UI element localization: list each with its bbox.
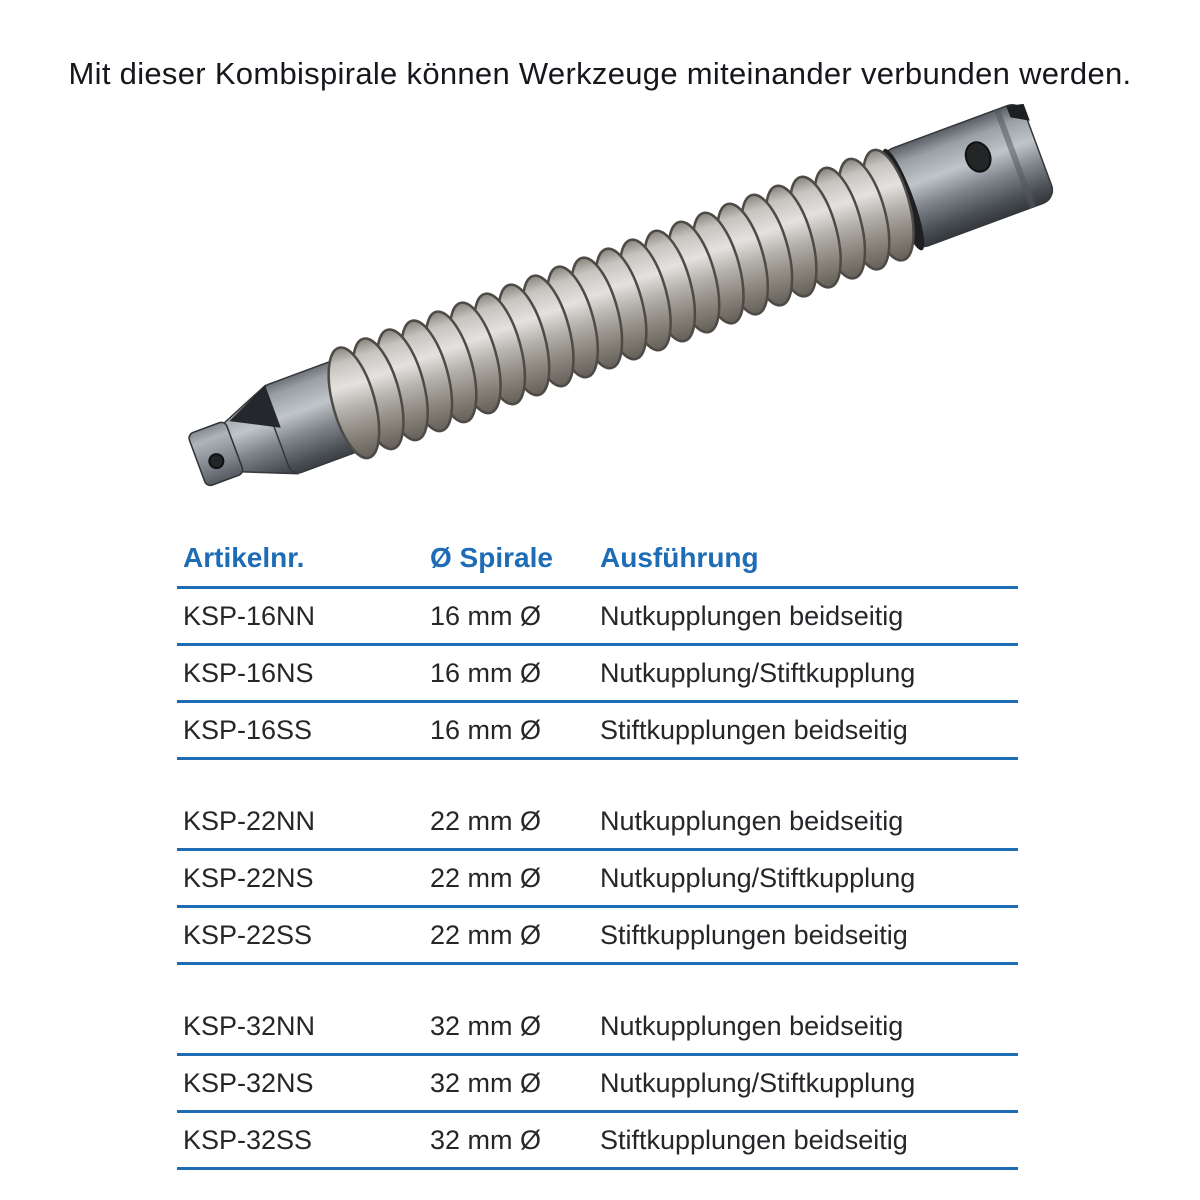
header-spirale: Ø Spirale [430,542,553,573]
cell-artikelnr: KSP-16NN [183,600,316,631]
table-group-22mm [177,794,1018,965]
header-ausfuehrung: Ausführung [600,542,759,573]
cell-ausfuehrung: Nutkupplungen beidseitig [600,600,904,631]
table-group-32mm [177,999,1018,1170]
cell-ausfuehrung: Stiftkupplungen beidseitig [600,714,908,745]
table-row [177,589,1018,646]
product-table [177,530,1018,1170]
cell-ausfuehrung: Stiftkupplungen beidseitig [600,1124,908,1155]
cell-diameter: 16 mm Ø [430,657,542,688]
table-row [177,908,1018,965]
cell-diameter: 16 mm Ø [430,600,542,631]
table-row [177,1056,1018,1113]
product-figure [165,100,1075,495]
cell-artikelnr: KSP-32NS [183,1067,314,1098]
cell-artikelnr: KSP-16SS [183,714,313,745]
table-row [177,703,1018,760]
cell-ausfuehrung: Nutkupplung/Stiftkupplung [600,1067,916,1098]
header-artikelnr: Artikelnr. [183,542,305,573]
spring-coils [309,141,933,467]
cell-diameter: 22 mm Ø [430,862,542,893]
cell-diameter: 16 mm Ø [430,714,542,745]
cell-diameter: 22 mm Ø [430,805,542,836]
cell-diameter: 32 mm Ø [430,1010,542,1041]
cell-artikelnr: KSP-16NS [183,657,314,688]
cell-diameter: 32 mm Ø [430,1067,542,1098]
cell-diameter: 32 mm Ø [430,1124,542,1155]
cell-ausfuehrung: Nutkupplungen beidseitig [600,1010,904,1041]
cell-ausfuehrung: Nutkupplung/Stiftkupplung [600,862,916,893]
cell-ausfuehrung: Nutkupplungen beidseitig [600,805,904,836]
table-header-row [177,530,1018,589]
table-row [177,646,1018,703]
cell-artikelnr: KSP-22NS [183,862,314,893]
table-group-16mm [177,589,1018,760]
cell-ausfuehrung: Stiftkupplungen beidseitig [600,919,908,950]
cell-diameter: 22 mm Ø [430,919,542,950]
cell-ausfuehrung: Nutkupplung/Stiftkupplung [600,657,916,688]
cell-artikelnr: KSP-32SS [183,1124,313,1155]
table-row [177,794,1018,851]
cell-artikelnr: KSP-32NN [183,1010,316,1041]
page-title: Mit dieser Kombispirale können Werkzeuge miteinander verbunden werden. [68,56,1132,91]
table-row [177,1113,1018,1170]
cell-artikelnr: KSP-22SS [183,919,313,950]
spiral-coupling-photo-icon [165,100,1075,495]
table-row [177,851,1018,908]
table-row [177,999,1018,1056]
cell-artikelnr: KSP-22NN [183,805,316,836]
